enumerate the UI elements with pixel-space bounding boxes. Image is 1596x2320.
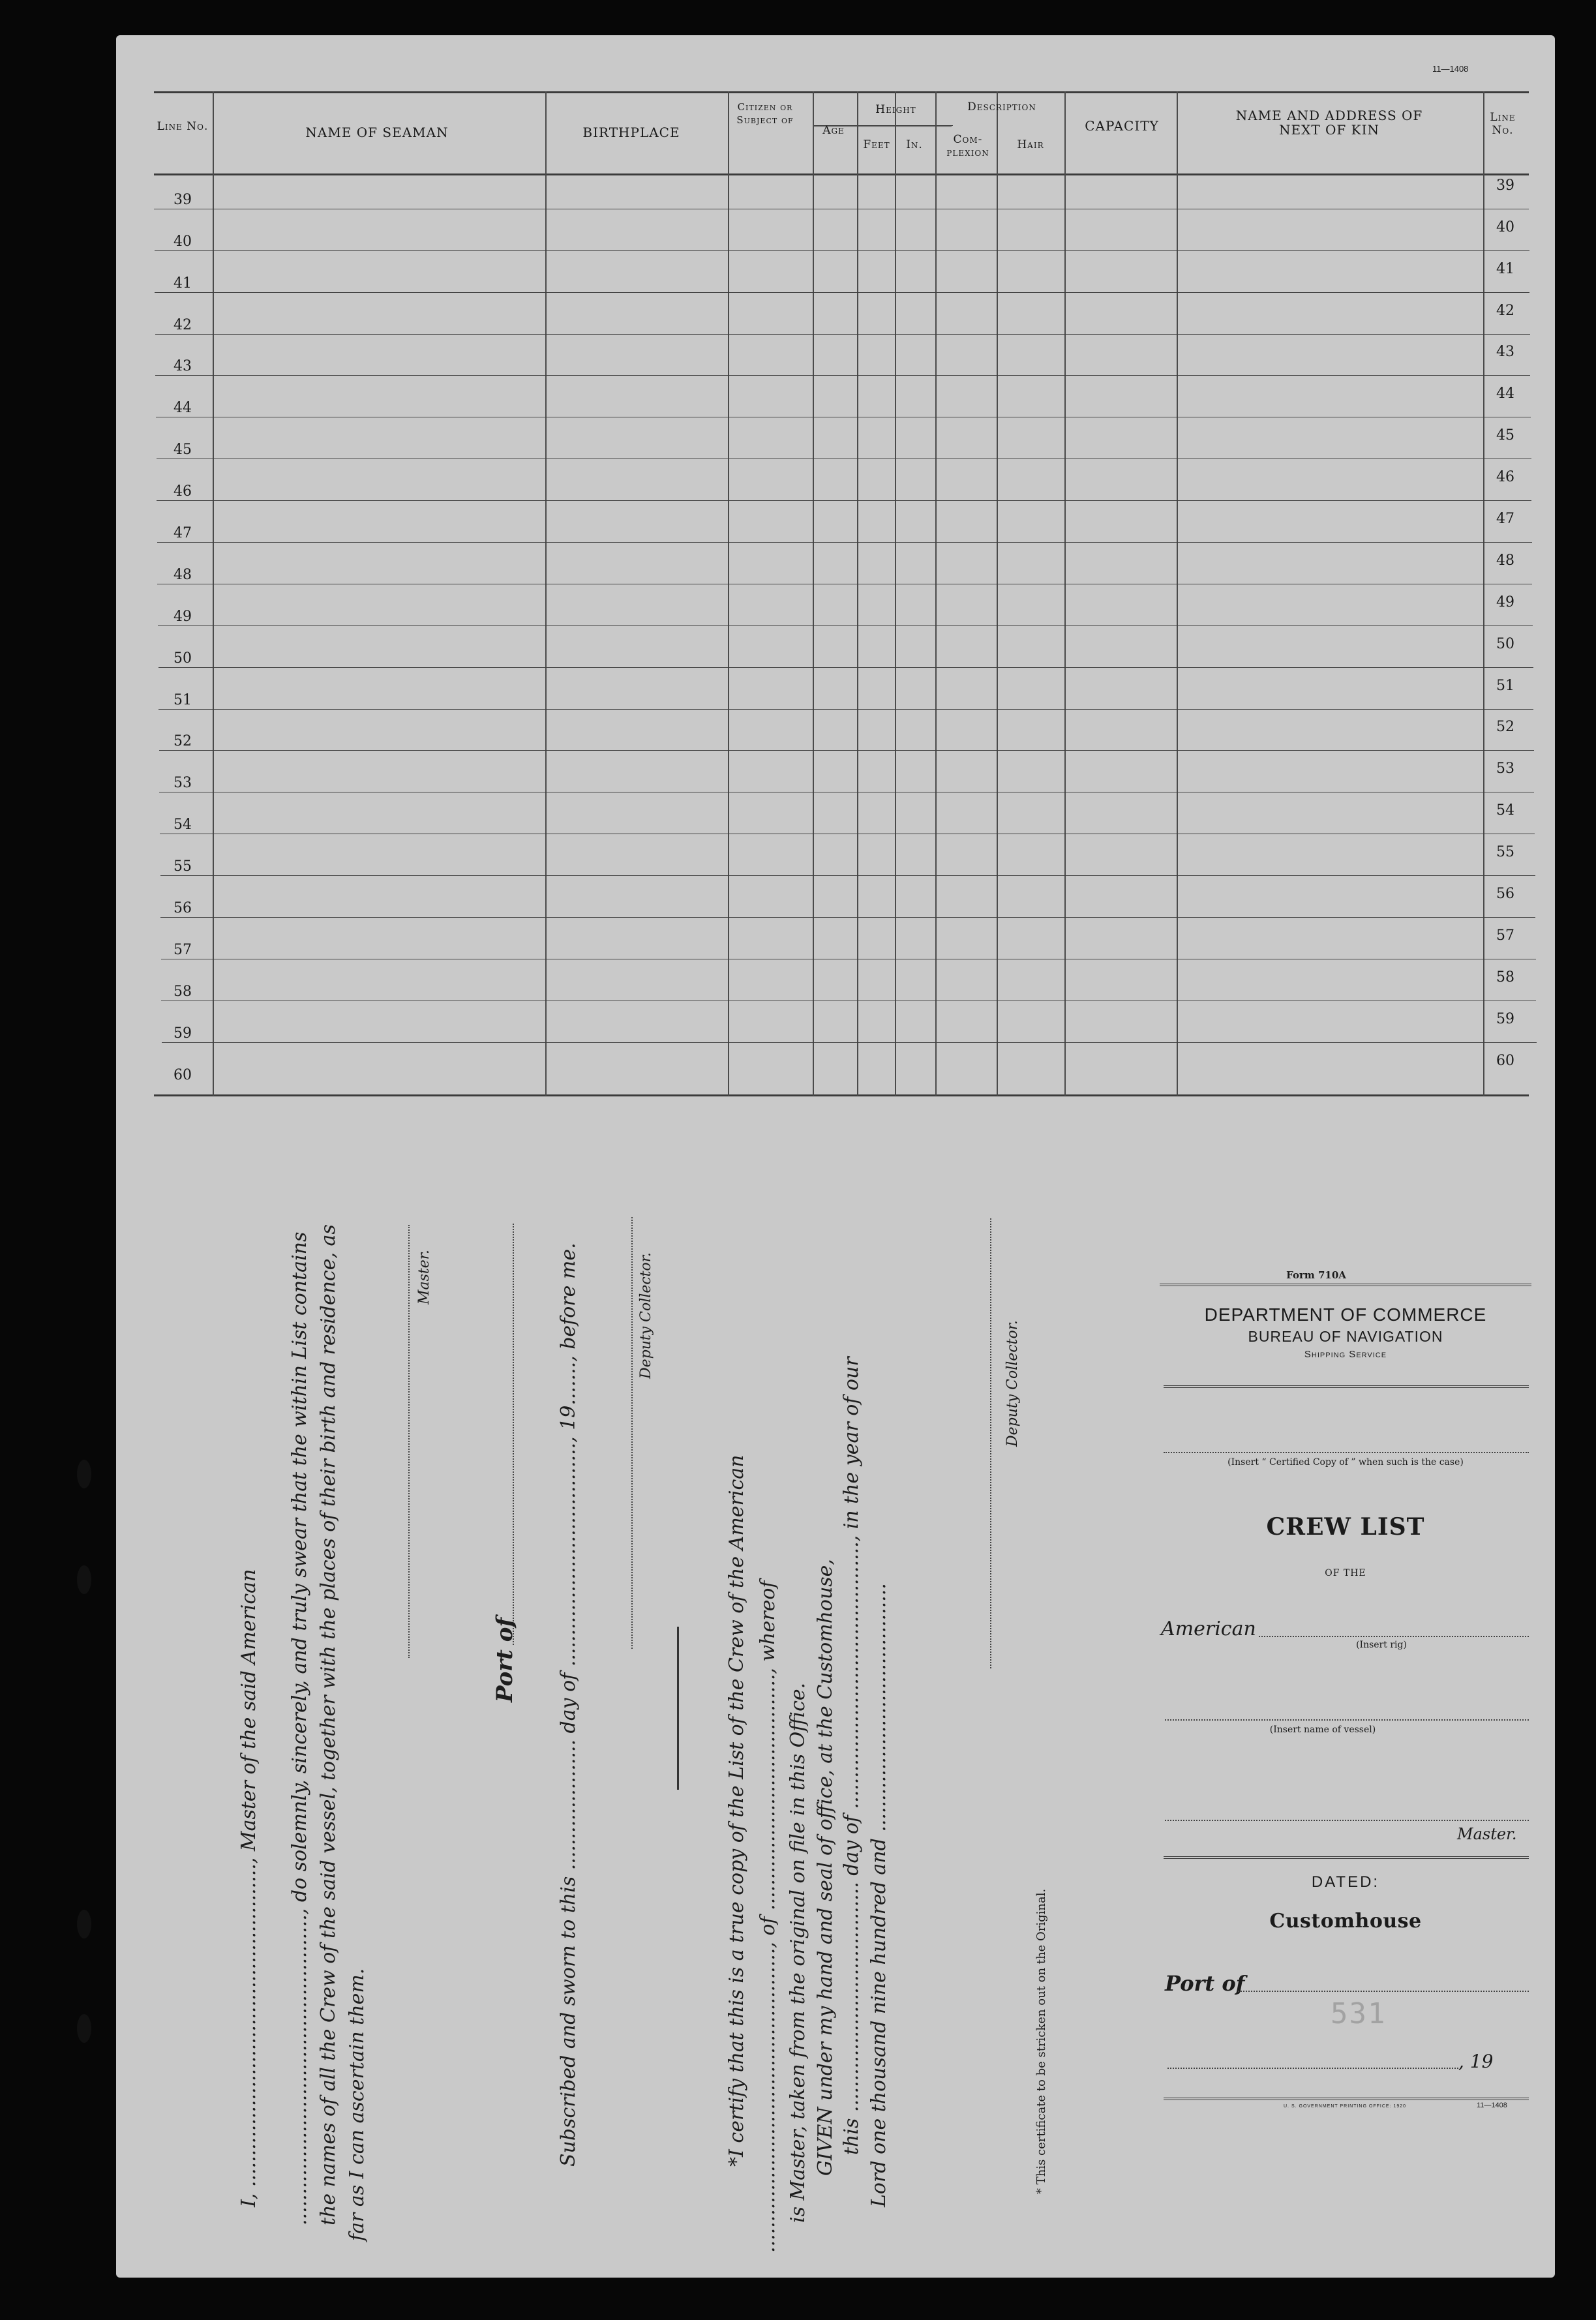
row-number-right: 53 (1496, 761, 1514, 777)
table-column-rule (813, 91, 814, 1096)
row-number-left: 52 (173, 733, 192, 750)
table-row (155, 334, 1530, 335)
row-number-right: 58 (1496, 969, 1514, 986)
oath-line-4: far as I can ascertain them. (346, 1968, 369, 2241)
certify-line-2: ................................................., of ......................................, whereof (757, 1580, 779, 2253)
row-number-left: 43 (173, 358, 192, 375)
master-signature-label: Master. (416, 1250, 432, 1304)
table-column-rule (857, 91, 858, 1096)
row-number-left: 57 (173, 941, 192, 958)
table-column-rule (935, 91, 937, 1096)
insert-certified-note: (Insert “ Certified Copy of ” when such is the case) (1227, 1457, 1464, 1468)
table-row (158, 709, 1533, 710)
row-number-left: 55 (173, 858, 192, 875)
crew-list-title: CREW LIST (1266, 1513, 1425, 1541)
insert-rig-note: (Insert rig) (1356, 1640, 1407, 1650)
header-line-no-left: Line No. (157, 120, 209, 133)
table-column-rule (213, 91, 214, 1096)
punch-hole (77, 1565, 91, 1594)
row-number-left: 49 (173, 608, 192, 625)
table-column-rule (728, 91, 729, 1096)
row-number-right: 42 (1496, 302, 1514, 319)
table-column-rule (997, 91, 998, 1096)
row-number-left: 60 (173, 1066, 192, 1083)
dated-label: DATED: (1311, 1873, 1380, 1891)
table-column-rule (895, 91, 896, 1096)
row-number-left: 45 (173, 442, 192, 459)
header-description: Description (967, 100, 1036, 113)
row-number-right: 54 (1496, 802, 1514, 819)
table-row (160, 875, 1535, 876)
row-number-right: 46 (1496, 469, 1514, 486)
row-number-right: 44 (1496, 385, 1514, 402)
punch-hole (77, 1910, 91, 1938)
department: DEPARTMENT OF COMMERCE (1204, 1304, 1487, 1325)
row-number-left: 41 (173, 275, 192, 292)
header-line-no-right: Line No. (1490, 111, 1516, 137)
table-column-rule (545, 91, 547, 1096)
row-number-right: 60 (1496, 1052, 1514, 1069)
given-line: GIVEN under my hand and seal of office, at the Customhouse, (814, 1559, 837, 2176)
crew-list-sheet (116, 35, 1555, 2278)
table-row (155, 292, 1529, 293)
row-number-left: 39 (173, 191, 192, 208)
row-number-right: 50 (1496, 635, 1514, 652)
customhouse-label: Customhouse (1269, 1910, 1422, 1933)
form-number-bottom: 11—1408 (1477, 2102, 1507, 2109)
header-birthplace: BIRTHPLACE (582, 125, 680, 140)
form-id: Form 710A (1286, 1269, 1346, 1281)
table-row (157, 500, 1531, 501)
row-number-right: 59 (1496, 1010, 1514, 1027)
header-next-of-kin: NAME AND ADDRESS OF NEXT OF KIN (1235, 108, 1423, 138)
port-of-panel-label: Port of (1165, 1971, 1245, 1996)
service: Shipping Service (1304, 1349, 1387, 1360)
row-number-right: 47 (1496, 511, 1514, 528)
port-of-label: Port of (492, 1617, 518, 1702)
header-citizen: Citizen or Subject of (736, 101, 794, 126)
header-height: Height (875, 103, 916, 116)
header-capacity: CAPACITY (1085, 118, 1159, 134)
row-number-right: 41 (1496, 260, 1514, 277)
row-number-right: 43 (1496, 344, 1514, 361)
table-row (155, 375, 1530, 376)
header-name-of-seaman: NAME OF SEAMAN (305, 125, 449, 140)
table-row (158, 625, 1533, 626)
table-column-rule (1483, 91, 1484, 1096)
row-number-right: 52 (1496, 719, 1514, 736)
footnote: * This certificate to be stricken out on the Original. (1034, 1888, 1048, 2194)
row-number-left: 40 (173, 233, 192, 250)
row-number-left: 51 (173, 691, 192, 708)
year-label: , 19 (1458, 2051, 1494, 2072)
form-number-top: 11—1408 (1432, 64, 1469, 74)
certify-line-3: is Master, taken from the original on file in this Office. (787, 1682, 809, 2223)
of-the: OF THE (1325, 1568, 1366, 1578)
row-number-left: 44 (173, 400, 192, 417)
header-complexion: Com- plexion (946, 133, 989, 159)
table-row (159, 750, 1534, 751)
table-row (155, 250, 1529, 251)
table-row (160, 917, 1535, 918)
row-number-right: 39 (1496, 177, 1514, 194)
row-number-left: 58 (173, 983, 192, 1000)
row-number-right: 57 (1496, 927, 1514, 944)
row-number-left: 42 (173, 316, 192, 333)
master-label: Master. (1457, 1825, 1517, 1843)
stamp-number: 531 (1331, 1997, 1387, 2030)
header-age: Age (822, 124, 845, 137)
oath-line-2: .................................................., do solemnly, sincerely, and truly swear that the within List contains (288, 1231, 311, 2225)
row-number-left: 46 (173, 483, 192, 500)
row-number-right: 55 (1496, 844, 1514, 861)
certify-line-1: *I certify that this is a true copy of the List of the Crew of the American (725, 1454, 748, 2167)
subscribed-line: Subscribed and sworn to this ..................... day of ...................................., 19......., before me. (557, 1243, 580, 2167)
punch-hole (77, 1460, 91, 1488)
row-number-left: 56 (173, 900, 192, 917)
row-number-left: 50 (173, 650, 192, 667)
row-number-right: 40 (1496, 218, 1514, 235)
row-number-left: 47 (173, 525, 192, 542)
deputy-collector-2: Deputy Collector. (1004, 1320, 1021, 1447)
deputy-collector-1: Deputy Collector. (638, 1252, 654, 1379)
oath-line-3: the names of all the Crew of the said vessel, together with the places of their birth and residence, as (317, 1224, 340, 2225)
row-number-left: 54 (173, 817, 192, 834)
lord-line: Lord one thousand nine hundred and ........................................ (867, 1583, 890, 2207)
american-label: American (1161, 1618, 1256, 1640)
table-row (162, 1042, 1537, 1043)
this-day-line: this ..................................... day of ..........................................., in the year of our (840, 1357, 863, 2155)
row-number-right: 45 (1496, 427, 1514, 444)
row-number-left: 53 (173, 775, 192, 792)
table-row (157, 542, 1532, 543)
punch-hole (77, 2014, 91, 2043)
row-number-right: 48 (1496, 552, 1514, 569)
table-column-rule (1064, 91, 1066, 1096)
row-number-left: 48 (173, 566, 192, 583)
header-inches: In. (906, 138, 923, 151)
header-hair: Hair (1017, 138, 1044, 151)
row-number-right: 51 (1496, 677, 1514, 694)
gpo-imprint: U. S. GOVERNMENT PRINTING OFFICE: 1920 (1284, 2104, 1407, 2109)
row-number-right: 49 (1496, 594, 1514, 610)
row-number-right: 56 (1496, 886, 1514, 903)
header-feet: Feet (863, 138, 890, 151)
oath-line-1: I, ...................................................., Master of the said American (237, 1569, 260, 2207)
table-row (158, 667, 1533, 668)
insert-vessel-note: (Insert name of vessel) (1269, 1725, 1376, 1735)
row-number-left: 59 (173, 1025, 192, 1042)
bureau: BUREAU OF NAVIGATION (1248, 1328, 1443, 1345)
table-column-rule (1177, 91, 1178, 1096)
